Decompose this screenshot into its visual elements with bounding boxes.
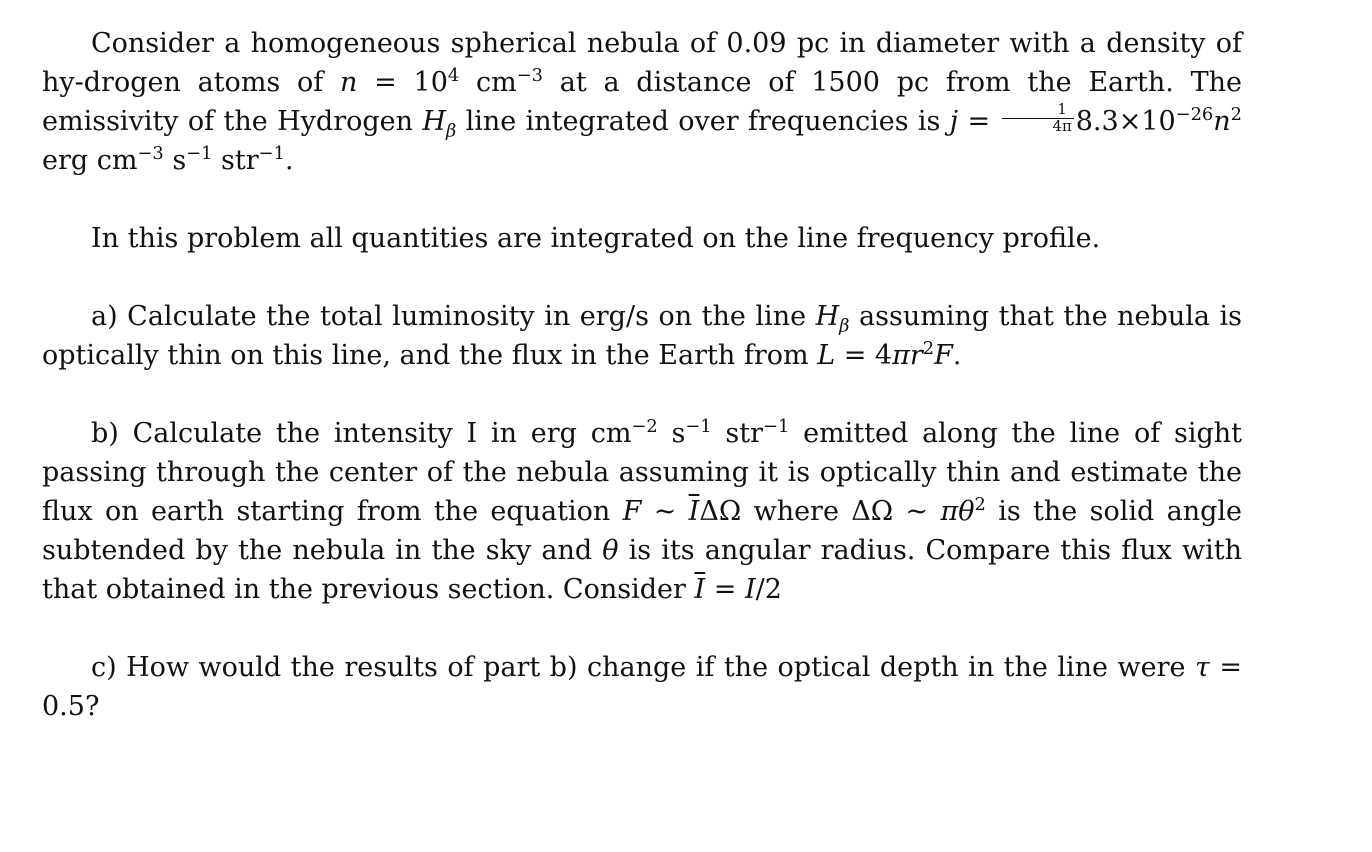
part-b-text-2: emitted along the line of sight passing through the center of the nebula assuming it is optically thin and estimate the flux on earth starting from the equation [42, 418, 1243, 527]
part-b-text-3: where ΔΩ ~ [741, 496, 941, 527]
exp-2: 2 [1230, 104, 1242, 125]
part-a-text-2: assuming that the nebula is optically thin on this line, and the flux in the Earth from [42, 301, 1242, 371]
frac-num: 1 [1002, 102, 1074, 119]
units-s: s [163, 145, 187, 176]
var-pi-r: πr [892, 340, 923, 371]
delta-omega: ΔΩ [699, 496, 742, 527]
part-a-paragraph [42, 297, 1242, 375]
var-n2: n [1213, 106, 1231, 137]
intro-eq2: = [958, 106, 1000, 137]
intro-end: . [284, 145, 294, 176]
var-i-bar: $\overline{I}$ [688, 496, 700, 527]
var-tau: τ [1194, 652, 1210, 683]
unit-cm: cm [459, 67, 517, 98]
part-a-end: . [952, 340, 962, 371]
exp-m3: −3 [516, 65, 543, 86]
part-c-text-2: = 0.5? [42, 652, 1242, 722]
coefficient: 8.3×10 [1075, 106, 1176, 137]
var-j: j [949, 106, 959, 137]
intro-eq1: = 10 [357, 67, 448, 98]
var-i-bar-2: $\overline{I}$ [694, 574, 706, 605]
var-f: F [622, 496, 642, 527]
note-text: In this problem all quantities are integrated on the line frequency profile. [91, 223, 1101, 254]
intro-text-3: line integrated over frequencies is [456, 106, 950, 137]
note-paragraph [42, 219, 1242, 258]
frac-den: 4π [1052, 117, 1072, 135]
var-i: I [744, 574, 756, 605]
exp-m1b: −1 [763, 416, 790, 437]
unit-str: str [711, 418, 764, 449]
units-erg-cm: erg cm [42, 145, 138, 176]
exp-2: 2 [922, 338, 935, 359]
var-beta: β [445, 120, 457, 142]
var-f: F [934, 340, 953, 371]
var-theta: θ [602, 535, 619, 566]
intro-text-1: Consider a homogeneous spherical nebula of 0.09 pc in diameter with a density of hy-drogen atoms of [42, 28, 1242, 98]
var-h: H [422, 106, 446, 137]
units-exp-m1a: −1 [186, 143, 213, 164]
var-beta: β [839, 315, 850, 337]
units-exp-m1b: −1 [258, 143, 285, 164]
unit-s: s [657, 418, 686, 449]
half: /2 [755, 574, 782, 605]
part-b-paragraph [42, 414, 1242, 609]
formula-eq: = 4 [835, 340, 893, 371]
exp-2: 2 [974, 494, 986, 515]
var-n: n [340, 67, 358, 98]
part-b-text-4: is the solid angle subtended by the nebula in the sky and [42, 496, 1242, 566]
units-str: str [212, 145, 259, 176]
part-b-text-1: b) Calculate the intensity I in erg cm [91, 418, 632, 449]
exp-4: 4 [447, 65, 460, 86]
eq: = [705, 574, 745, 605]
exp-m1a: −1 [685, 416, 712, 437]
intro-paragraph [42, 24, 1242, 180]
intro-text-2: at a distance of 1500 pc from the Earth. The emissivity of the Hydrogen [42, 67, 1242, 137]
part-c-text-1: c) How would the results of part b) change if the optical depth in the line were [91, 652, 1195, 683]
exp-m26: −26 [1175, 104, 1214, 125]
var-h: H [815, 301, 840, 332]
part-a-text-1: a) Calculate the total luminosity in erg/s on the line [91, 301, 816, 332]
part-b-text-5: is its angular radius. Compare this flux with that obtained in the previous section. Consider [42, 535, 1242, 605]
var-l: L [817, 340, 836, 371]
units-exp-m3: −3 [137, 143, 164, 164]
var-pi-theta: πθ [940, 496, 975, 527]
problem-text [42, 24, 1242, 726]
sim-1: ~ [641, 496, 689, 527]
part-c-paragraph [42, 648, 1242, 726]
fraction-1-over-4pi [1002, 102, 1074, 134]
exp-m2: −2 [631, 416, 658, 437]
